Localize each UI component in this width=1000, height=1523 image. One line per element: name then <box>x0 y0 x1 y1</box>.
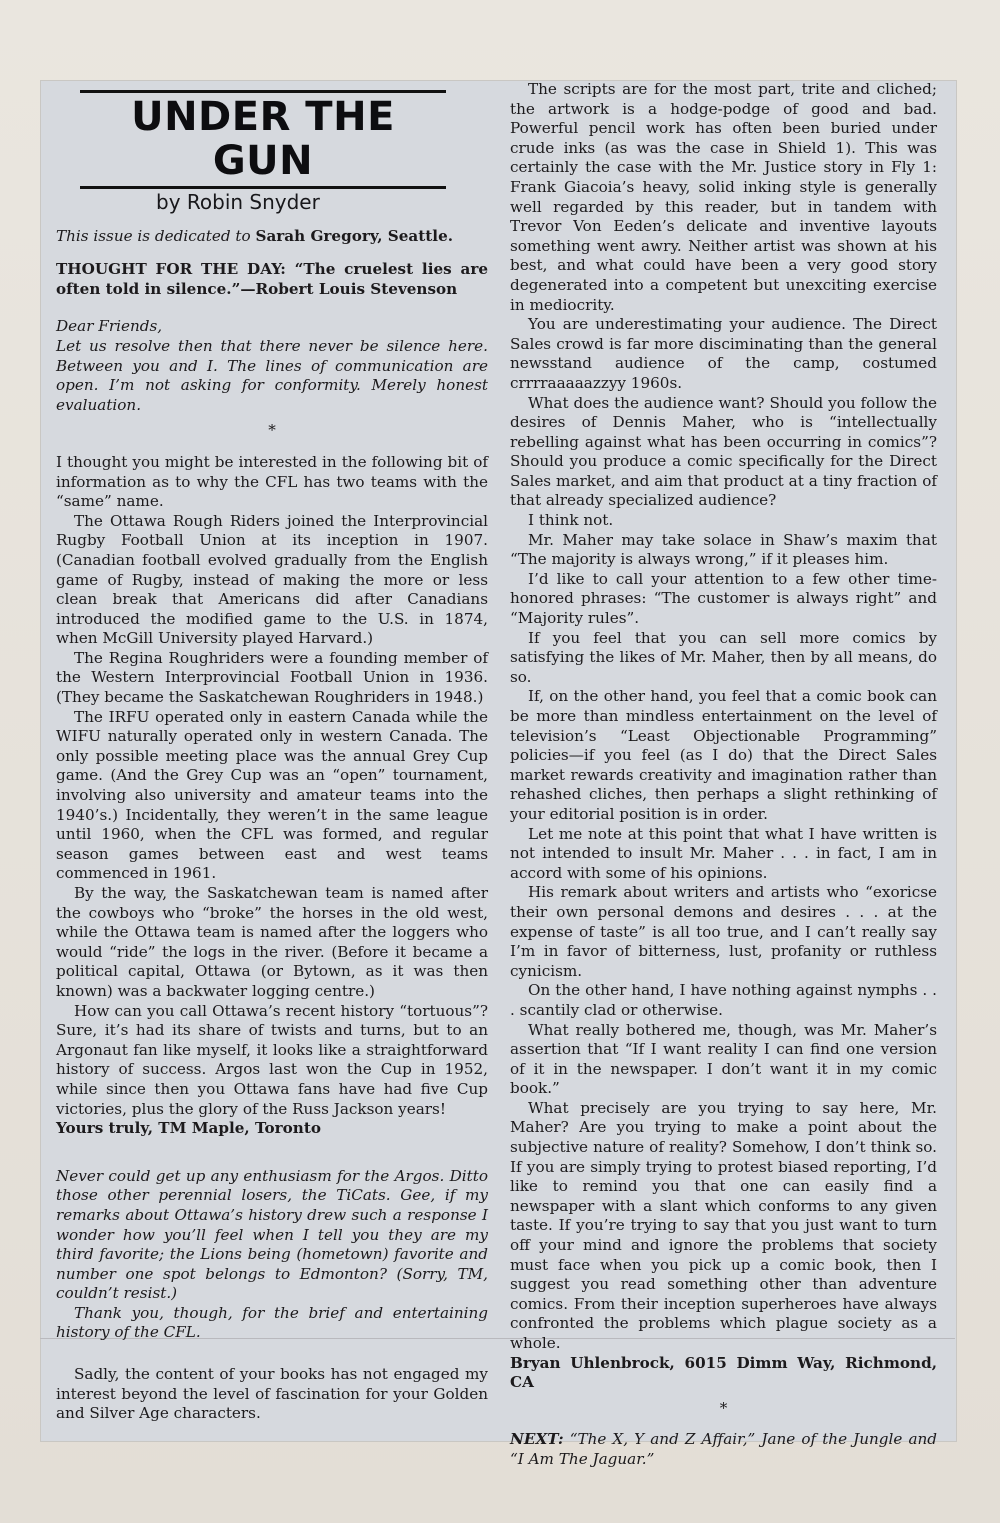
letter2-paragraph: What really bothered me, though, was Mr. Maher’s assertion that “If I want reality I can find one version of it in the newspaper. I don’t want it in my comic book.” <box>510 1020 937 1098</box>
letter1-paragraph: How can you call Ottawa’s recent history “tortuous”? Sure, it’s had its share of twists and turns, but to an Argonaut fan like myself, it looks like a straightforward history of success. Argos last won the Cup in 1952, while since then you Ottawa fans have had five Cup victories, plus the glory of the Russ Jackson years! <box>56 1001 488 1118</box>
letter2-paragraph: I’d like to call your attention to a few other time-honored phrases: “The customer is always right” and “Majority rules”. <box>510 569 937 628</box>
page-title: UNDER THE GUN <box>131 94 395 184</box>
letter1-paragraph: The Regina Roughriders were a founding member of the Western Interprovincial Football Union in 1936. (They became the Saskatchewan Roughriders in 1948.) <box>56 648 488 707</box>
letter2-paragraph: What precisely are you trying to say here, Mr. Maher? Are you trying to make a point about the subjective nature of reality? Somehow, I don’t think so. If you are simply trying to protest biased reporting, I’d like to remind you that one can easily find a newspaper with a slant which conforms to any given taste. If you’re trying to say that you just want to turn off your mind and ignore the problems that society must face when you pick up a comic book, then I suggest you read something other than adventure comics. From their inception superheroes have always confronted the problems which plague society as a whole. <box>510 1098 937 1352</box>
letter2-paragraph: The scripts are for the most part, trite and cliched; the artwork is a hodge-podge of good and bad. Powerful pencil work has often been buried under crude inks (as was the case in Shield 1). This was certainly the case with the Mr. Justice story in Fly 1: Frank Giacoia’s heavy, solid inking style is generally well regarded by this reader, but in tandem with Trevor Von Eeden’s delicate and inventive layouts something went awry. Neither artist was shown at his best, and what could have been a very good story degenerated into a competent but unexciting exercise in mediocrity. <box>510 80 937 314</box>
next-text: “The X, Y and Z Affair,” Jane of the Jungle and “I Am The Jaguar.” <box>510 1430 937 1468</box>
next-label: NEXT: <box>510 1430 564 1449</box>
letter1-paragraph: The IRFU operated only in eastern Canada while the WIFU naturally operated only in western Canada. The only possible meeting place was the annual Grey Cup game. (And the Grey Cup was an “open” tournament, involving also university and amateur teams into the 1940’s.) Incidentally, they weren’t in the same league until 1960, when the CFL was formed, and regular season games between east and west teams commenced in 1961. <box>56 707 488 883</box>
letter2-paragraph: If you feel that you can sell more comics by satisfying the likes of Mr. Maher, then by all means, do so. <box>510 628 937 686</box>
editor-intro: Let us resolve then that there never be silence here. Between you and I. The lines of communication are open. I’m not asking for conformity. Merely honest evaluation. <box>56 336 488 414</box>
editor-reply: Never could get up any enthusiasm for the Argos. Ditto those other perennial losers, the TiCats. Gee, if my remarks about Ottawa’s history drew such a response I wonder how you’ll feel when I tell you they are my third favorite; the Lions being (hometown) favorite and number one spot belongs to Edmonton? (Sorry, TM, couldn’t resist.) <box>56 1166 488 1303</box>
editor-reply: Thank you, though, for the brief and entertaining history of the CFL. <box>56 1303 488 1342</box>
letter1-paragraph: I thought you might be interested in the following bit of information as to why the CFL has two teams with the “same” name. <box>56 452 488 511</box>
dedication-prefix: This issue is dedicated to <box>56 226 251 245</box>
letter1-paragraph: By the way, the Saskatchewan team is named after the cowboys who “broke” the horses in the old west, while the Ottawa team is named after the loggers who would “ride” the logs in the river. (Before it became a political capital, Ottawa (or Bytown, as it was then known) was a backwater logging centre.) <box>56 884 488 1000</box>
letter2-paragraph: Let me note at this point that what I have written is not intended to insult Mr. Maher . . . in fact, I am in accord with some of his opinions. <box>510 824 937 882</box>
letter2-paragraph: I think not. <box>528 511 614 530</box>
spacer <box>56 1139 488 1167</box>
right-column <box>510 80 937 1470</box>
salutation: Dear Friends, <box>56 317 163 336</box>
spacer <box>56 1343 488 1365</box>
letter2-paragraph: What does the audience want? Should you follow the desires of Dennis Maher, who is “intellectually rebelling against what has been occurring in comics”? Should you produce a comic specifically for the Direct Sales market, and aim that product at a tiny fraction of that already specialized audience? <box>510 393 937 510</box>
byline: by Robin Snyder <box>156 190 320 214</box>
letter1-paragraph: The Ottawa Rough Riders joined the Interprovincial Rugby Football Union at its inception in 1907. (Canadian football evolved gradually from the English game of Rugby, instead of making the more or less clean break that Americans did after Canadians introduced the modified game to the U.S. in 1874, when McGill University played Harvard.) <box>56 511 488 648</box>
letter1-signature: Yours truly, TM Maple, Toronto <box>56 1119 321 1138</box>
letter2-paragraph: You are underestimating your audience. The Direct Sales crowd is far more disciminating than the general newsstand audience of the camp, costumed crrrraaaaazzyy 1960s. <box>510 315 937 392</box>
letter2-paragraph: His remark about writers and artists who “exoricse their own personal demons and desires . . . at the expense of taste” is all too true, and I can’t really say I’m in favor of bitterness, lust, profanity or ruthless cynicism. <box>510 883 937 980</box>
left-column <box>56 90 488 1424</box>
thought-for-the-day: THOUGHT FOR THE DAY: “The cruelest lies are often told in silence.”—Robert Louis Stevenson <box>56 260 488 298</box>
letter2-paragraph: If, on the other hand, you feel that a comic book can be more than mindless entertainment on the level of television’s “Least Objectionable Programming” policies—if you feel (as I do) that the Direct Sales market rewards creativity and imagination rather than rehashed cliches, then perhaps a slight rethinking of your editorial position is in order. <box>510 687 937 823</box>
title-box <box>80 90 446 189</box>
letter2-opening: Sadly, the content of your books has not engaged my interest beyond the level of fascination for your Golden and Silver Age characters. <box>56 1365 488 1423</box>
letter2-paragraph: On the other hand, I have nothing against nymphs . . . scantily clad or otherwise. <box>510 981 937 1019</box>
next-issue-note <box>510 1430 937 1469</box>
separator-star: * <box>268 421 276 440</box>
dedication-name: Sarah Gregory, Seattle. <box>255 226 454 245</box>
dedication <box>56 227 488 247</box>
letter2-signature: Bryan Uhlenbrock, 6015 Dimm Way, Richmond, CA <box>510 1353 937 1392</box>
letter2-paragraph: Mr. Maher may take solace in Shaw’s maxim that “The majority is always wrong,” if it pleases him. <box>510 530 937 569</box>
separator-star: * <box>719 1398 728 1417</box>
